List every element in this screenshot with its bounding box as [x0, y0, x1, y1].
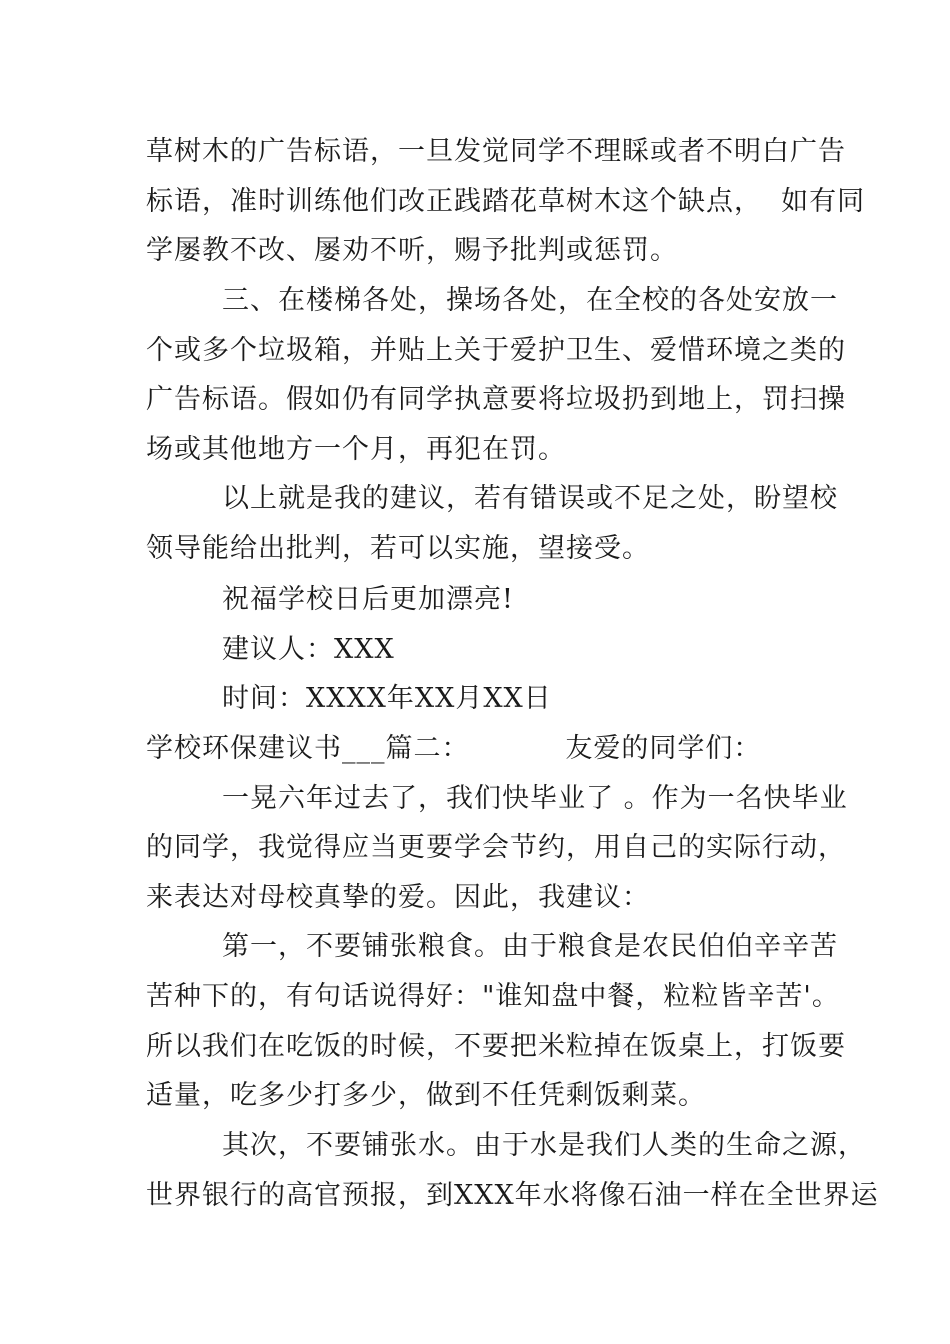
text-line: 标语，准时训练他们改正践踏花草树木这个缺点， 如有同: [146, 186, 866, 217]
text-line: 其次，不要铺张水。由于水是我们人类的生命之源，: [222, 1130, 866, 1161]
text-line: 所以我们在吃饭的时候，不要把米粒掉在饭桌上，打饭要: [146, 1031, 846, 1062]
text-line: 的同学，我觉得应当更要学会节约，用自己的实际行动，: [146, 832, 846, 863]
text-line: 广告标语。假如仍有同学执意要将垃圾扔到地上，罚扫操: [146, 384, 846, 415]
text-line: 建议人：XXX: [222, 634, 395, 665]
text-line: 时间：XXXX年XX月XX日: [222, 683, 552, 714]
text-line: 草树木的广告标语，一旦发觉同学不理睬或者不明白广告: [146, 136, 846, 167]
text-line: 领导能给出批判，若可以实施，望接受。: [146, 533, 650, 564]
text-line: 适量，吃多少打多少，做到不任凭剩饭剩菜。: [146, 1080, 706, 1111]
text-line: 苦种下的，有句话说得好："谁知盘中餐，粒粒皆辛苦'。: [146, 981, 840, 1012]
text-line: 个或多个垃圾箱，并贴上关于爱护卫生、爱惜环境之类的: [146, 335, 846, 366]
section-heading: 学校环保建议书___篇二： 友爱的同学们：: [146, 733, 762, 764]
text-line: 以上就是我的建议，若有错误或不足之处，盼望校: [222, 483, 838, 514]
text-line: 祝福学校日后更加漂亮!: [222, 584, 514, 615]
text-line: 来表达对母校真挚的爱。因此，我建议：: [146, 882, 650, 913]
text-line: 学屡教不改、屡劝不听，赐予批判或惩罚。: [146, 235, 678, 266]
text-line: 三、在楼梯各处，操场各处，在全校的各处安放一: [222, 285, 838, 316]
text-line: 场或其他地方一个月，再犯在罚。: [146, 434, 566, 465]
text-line: 世界银行的高官预报，到XXX年水将像石油一样在全世界运: [146, 1180, 879, 1211]
text-line: 一晃六年过去了，我们快毕业了 。作为一名快毕业: [222, 783, 848, 814]
text-line: 第一，不要铺张粮食。由于粮食是农民伯伯辛辛苦: [222, 931, 838, 962]
